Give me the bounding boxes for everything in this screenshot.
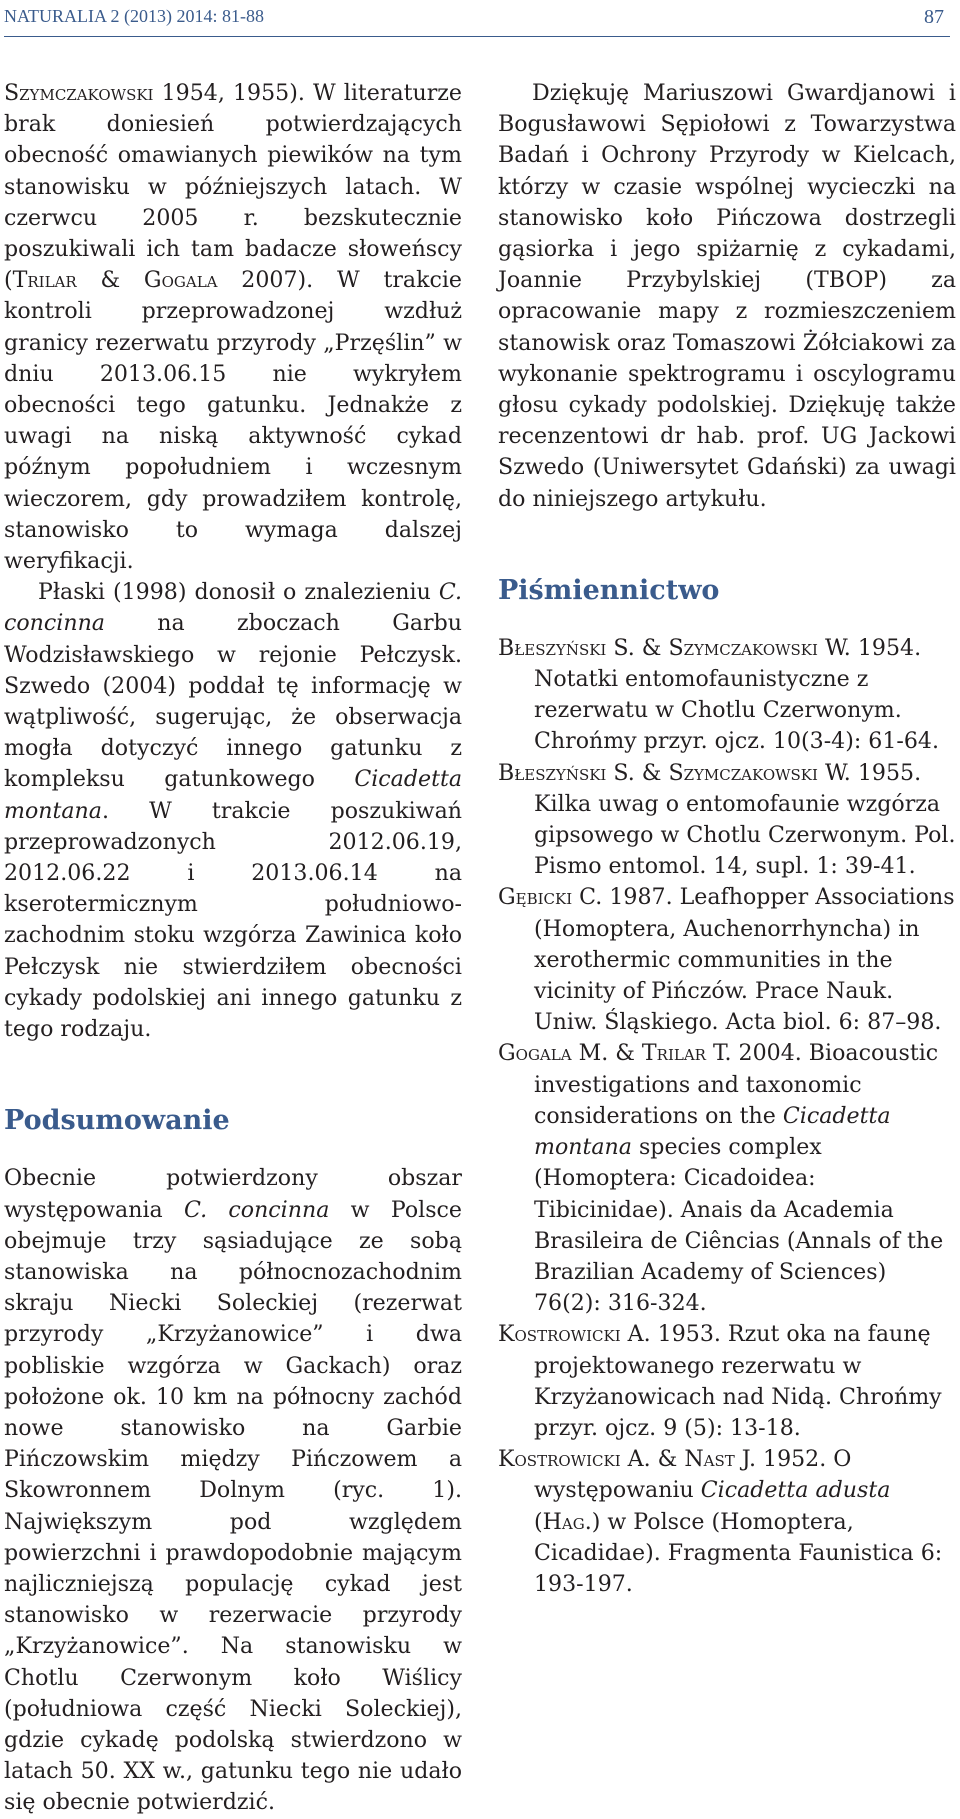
- species-name: Cicadetta adusta: [700, 1477, 891, 1504]
- species-name: C. concinna: [183, 1196, 330, 1223]
- paragraph-literature: Szymczakowski 1954, 1955). W literaturze brak doniesień potwierdzających obecność omawianych piewików na tym stanowisku w późniejszych latach. W czerwcu 2005 r. bezskutecznie poszukiwali ich tam badacze słoweńscy (Trilar & Gogala 2007). W trakcie kontroli przeprowadzonej wzdłuż granicy rezerwatu przyrody „Przęślin” w dniu 2013.06.15 nie wykryłem obecności tego gatunku. Jednakże z uwagi na niską aktywność cykad późnym popołudniem i wczesnym wieczorem, gdy prowadziłem kontrolę, stanowisko to wymaga dalszej weryfikacji.: [4, 80, 462, 575]
- reference-authors: Kostrowicki A.: [498, 1321, 651, 1348]
- author-citation: Trilar & Gogala: [12, 267, 218, 294]
- reference-item: Kostrowicki A. & Nast J. 1952. O występowaniu Cicadetta adusta (Hag.) w Polsce (Homoptera, Cicadidae). Fragmenta Faunistica 6: 193-197.: [498, 1446, 943, 1597]
- left-column: [4, 78, 462, 1819]
- reference-authors: Błeszyński S. & Szymczakowski W.: [498, 759, 851, 786]
- reference-authors: Gogala M. & Trilar T.: [498, 1040, 732, 1067]
- reference-authors: Gębicki C.: [498, 884, 603, 911]
- reference-item: Gogala M. & Trilar T. 2004. Bioacoustic investigations and taxonomic considerations on the Cicadetta montana species complex (Homoptera: Cicadoidea: Tibicinidae). Anais da Academia Brasileira de Ciências (Annals of the Brazilian Academy of Sciences) 76(2): 316-324.: [498, 1040, 944, 1317]
- species-name: Cicadetta montana: [4, 766, 462, 824]
- paragraph-summary: Obecnie potwierdzony obszar występowania C. concinna w Polsce obejmuje trzy sąsiadujące ze sobą stanowiska na północnozachodnim skraju Niecki Soleckiej (rezerwat przyrody „Krzyżanowice” i dwa pobliskie wzgórza w Gackach) oraz położone ok. 10 km na północny zachód nowe stanowisko na Garbie Pińczowskim między Pińczowem a Skowronnem Dolnym (ryc. 1). Największym pod względem powierzchni i prawdopodobnie mającym najliczniejszą populację cykad jest stanowisko w rezerwacie przyrody „Krzyżanowice”. Na stanowisku w Chotlu Czerwonym koło Wiślicy (południowa część Niecki Soleckiej), gdzie cykadę podolską stwierdzono w latach 50. XX w., gatunku tego nie udało się obecnie potwierdzić.: [4, 1165, 462, 1816]
- author-citation: Hag.: [542, 1508, 592, 1535]
- section-title-references: Piśmiennictwo: [498, 574, 720, 606]
- journal-citation: NATURALIA 2 (2013) 2014: 81-88: [4, 6, 264, 26]
- right-column: [498, 78, 956, 1600]
- page-number: 87: [924, 6, 944, 28]
- reference-item: Błeszyński S. & Szymczakowski W. 1955. Kilka uwag o entomofaunie wzgórza gipsowego w Chotlu Czerwonym. Pol. Pismo entomol. 14, supl. 1: 39-41.: [498, 759, 956, 880]
- section-title-summary: Podsumowanie: [4, 1105, 230, 1137]
- reference-authors: Kostrowicki A. & Nast J.: [498, 1446, 756, 1473]
- reference-item: Gębicki C. 1987. Leafhopper Associations (Homoptera, Auchenorrhyncha) in xerothermic communities in the vicinity of Pińczów. Prace Nauk. Uniw. Śląskiego. Acta biol. 6: 87–98.: [498, 884, 955, 1036]
- author-citation: Szymczakowski: [4, 80, 154, 106]
- running-header: [4, 0, 950, 37]
- paragraph-plaski: Płaski (1998) donosił o znalezieniu C. concinna na zboczach Garbu Wodzisławskiego w rejonie Pełczysk. Szwedo (2004) poddał tę informację w wątpliwość, sugerując, że obserwacja mogła dotyczyć innego gatunku z kompleksu gatunkowego Cicadetta montana. W trakcie poszukiwań przeprowadzonych 2012.06.19, 2012.06.22 i 2013.06.14 na kserotermicznym południowo-zachodnim stoku wzgórza Zawinica koło Pełczysk nie stwierdziłem obecności cykady podolskiej ani innego gatunku z tego rodzaju.: [4, 579, 462, 1043]
- species-name: C. concinna: [4, 579, 462, 637]
- reference-item: Błeszyński S. & Szymczakowski W. 1954. Notatki entomofaunistyczne z rezerwatu w Chotlu Czerwonym. Chrońmy przyr. ojcz. 10(3-4): 61-64.: [498, 634, 940, 755]
- species-name: Cicadetta montana: [534, 1102, 891, 1161]
- reference-item: Kostrowicki A. 1953. Rzut oka na faunę projektowanego rezerwatu w Krzyżanowicach nad Nidą. Chrońmy przyr. ojcz. 9 (5): 13-18.: [498, 1321, 942, 1441]
- acknowledgements: Dziękuję Mariuszowi Gwardjanowi i Bogusławowi Sępiołowi z Towarzystwa Badań i Ochrony Przyrody w Kielcach, którzy w czasie wspólnej wycieczki na stanowisko koło Pińczowa dostrzegli gąsiorka i jego spiżarnię z cykadami, Joannie Przybylskiej (TBOP) za opracowanie mapy z rozmieszczeniem stanowisk oraz Tomaszowi Żółciakowi za wykonanie spektrogramu i oscylogramu głosu cykady podolskiej. Dziękuję także recenzentowi dr hab. prof. UG Jackowi Szwedo (Uniwersytet Gdański) za uwagi do niniejszego artykułu.: [498, 80, 956, 512]
- reference-authors: Błeszyński S. & Szymczakowski W.: [498, 634, 851, 661]
